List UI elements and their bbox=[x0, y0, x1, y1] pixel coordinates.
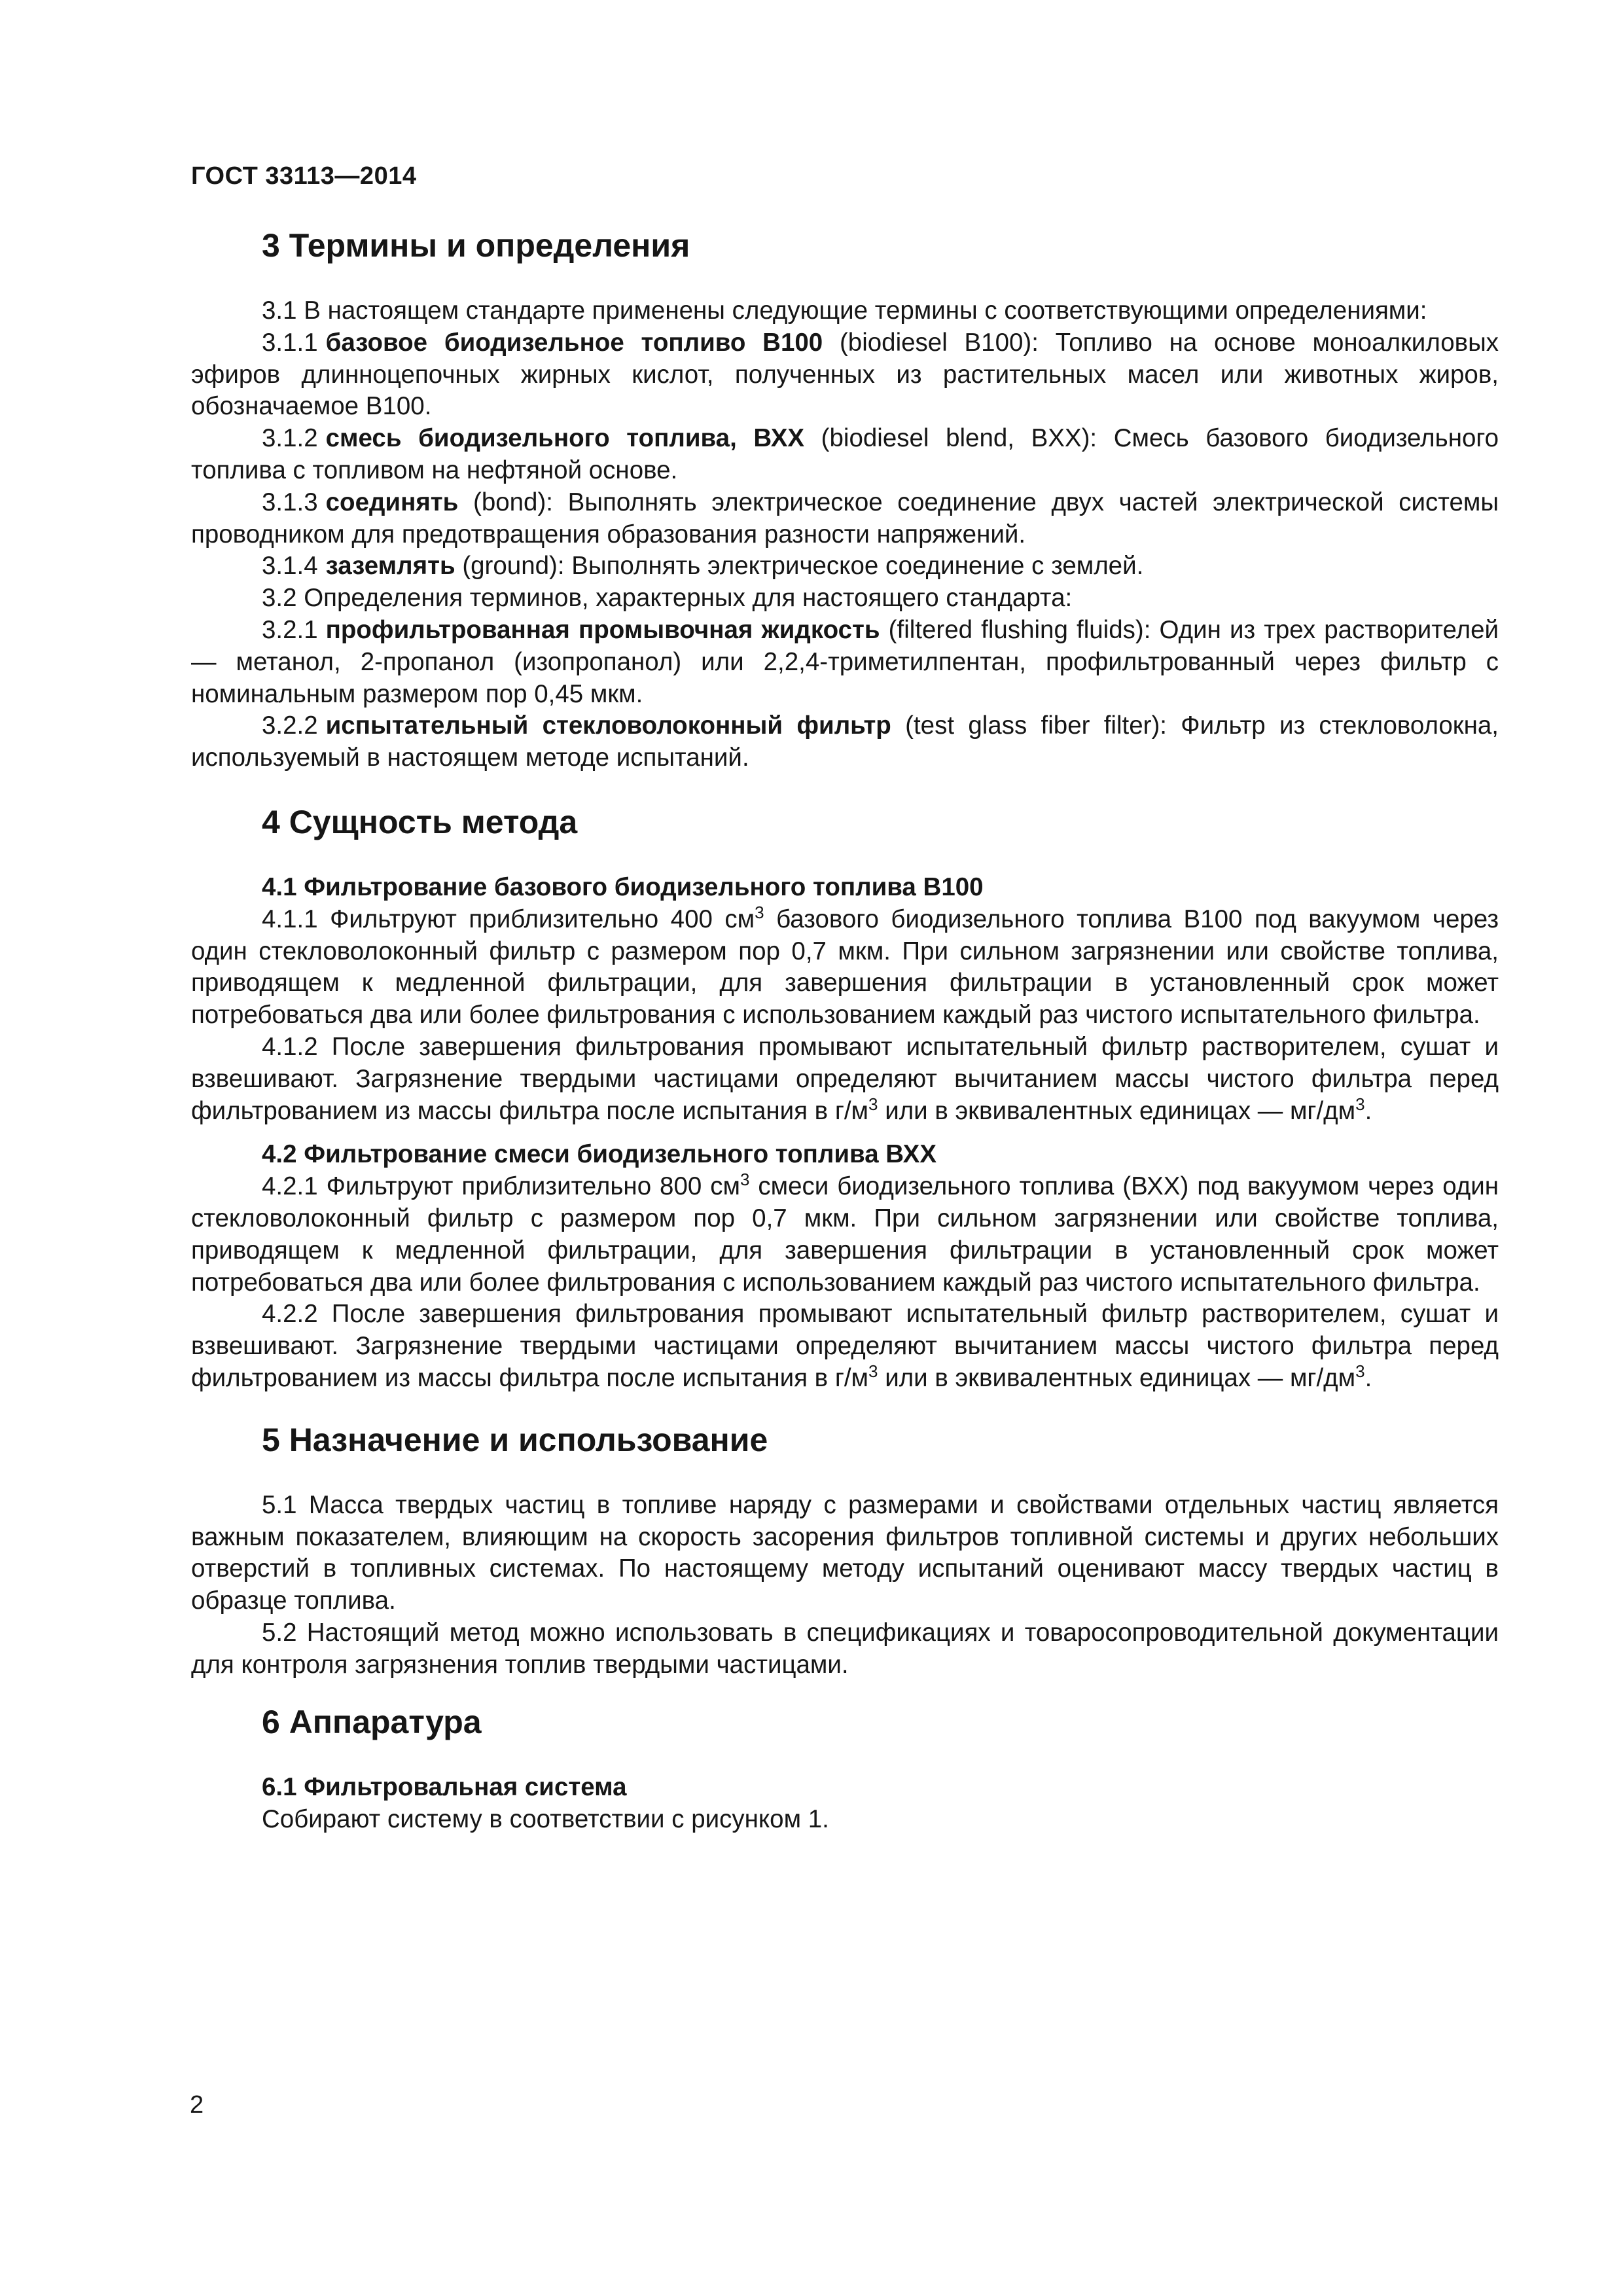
document-code-header: ГОСТ 33113—2014 bbox=[191, 162, 417, 190]
paragraph-5-2: 5.2 Настоящий метод можно использовать в спецификациях и товаросопроводительной документации для контроля загрязнения топлив твердыми частицами. bbox=[191, 1618, 1499, 1679]
section-6-heading: 6 Аппаратура bbox=[262, 1704, 482, 1741]
term: заземлять bbox=[325, 552, 455, 581]
term: смесь биодизельного топлива, ВХХ bbox=[325, 424, 805, 453]
text-run: 4.1.1 Фильтруют приблизительно 400 см bbox=[262, 905, 755, 933]
text-run: или в эквивалентных единицах — мг/дм bbox=[878, 1363, 1356, 1392]
superscript: 3 bbox=[1355, 1361, 1365, 1381]
paragraph-4-1-2 bbox=[191, 1031, 1499, 1127]
paragraph-3-1-1 bbox=[191, 327, 1499, 423]
section-3-heading: 3 Термины и определения bbox=[262, 227, 690, 264]
paragraph-3-2-2 bbox=[191, 710, 1499, 774]
definition: (biodiesel blend, BXX): Смесь базового биодизельного топлива с топливом на нефтяной основе. bbox=[191, 424, 1499, 484]
text-run: или в эквивалентных единицах — мг/дм bbox=[878, 1096, 1356, 1125]
text-run: смеси биодизельного топлива (ВХХ) под вакуумом через один стекловолоконный фильтр с размером пор 0,7 мкм. При сильном загрязнении или свойстве топлива, приводящем к медленной фильтрации, для завершения фильтрации в установленный срок может потребоваться два или более фильтрования с использованием каждый раз чистого испытательного фильтра. bbox=[191, 1172, 1499, 1297]
text-run: 4.2.1 Фильтруют приблизительно 800 см bbox=[262, 1172, 740, 1201]
page-number: 2 bbox=[190, 2091, 204, 2119]
superscript: 3 bbox=[868, 1094, 878, 1114]
subsection-6-1-heading: 6.1 Фильтровальная система bbox=[262, 1773, 627, 1802]
term: испытательный стекловолоконный фильтр bbox=[325, 711, 891, 740]
paragraph-5-1: 5.1 Масса твердых частиц в топливе наряду с размерами и свойствами отдельных частиц является важным показателем, влияющим на скорость засорения фильтров топливной системы и других небольших отверстий в топливных системах. По настоящему методу испытаний оценивают массу твердых частиц в образце топлива. bbox=[191, 1490, 1499, 1615]
paragraph-6-1: Собирают систему в соответствии с рисунком 1. bbox=[262, 1805, 829, 1834]
text-run: базового биодизельного топлива В100 под вакуумом через один стекловолоконный фильтр с размером пор 0,7 мкм. При сильном загрязнении или свойстве топлива, приводящем к медленной фильтрации, для завершения фильтрации в установленный срок может потребоваться два или более фильтрования с использованием каждый раз чистого испытательного фильтра. bbox=[191, 905, 1499, 1030]
text-run: 4.2.2 После завершения фильтрования промывают испытательный фильтр растворителем, сушат и взвешивают. Загрязнение твердыми частицами определяют вычитанием массы чистого фильтра перед фильтрованием из массы фильтра после испытания в г/м bbox=[191, 1300, 1499, 1392]
clause-number: 3.1.4 bbox=[262, 552, 318, 581]
definition: (ground): Выполнять электрическое соединение с землей. bbox=[455, 552, 1144, 581]
definition: (bond): Выполнять электрическое соединение двух частей электрической системы проводником для предотвращения образования разности напряжений. bbox=[191, 488, 1499, 548]
term: соединять bbox=[325, 488, 459, 516]
paragraph-3-1-2 bbox=[191, 423, 1499, 487]
paragraph-4-2-2 bbox=[191, 1299, 1499, 1394]
definition: (biodiesel B100): Топливо на основе моноалкиловых эфиров длинноцепочных жирных кислот, полученных из растительных масел или животных жиров, обозначаемое В100. bbox=[191, 328, 1499, 421]
superscript: 3 bbox=[740, 1170, 750, 1190]
clause-number: 3.1.1 bbox=[262, 328, 318, 357]
paragraph-3-1-3 bbox=[191, 487, 1499, 551]
superscript: 3 bbox=[868, 1361, 878, 1381]
text-run: 4.1.2 После завершения фильтрования промывают испытательный фильтр растворителем, сушат и взвешивают. Загрязнение твердыми частицами определяют вычитанием массы чистого фильтра перед фильтрованием из массы фильтра после испытания в г/м bbox=[191, 1032, 1499, 1125]
clause-number: 3.1.2 bbox=[262, 424, 318, 453]
clause-number: 3.2.1 bbox=[262, 615, 318, 644]
superscript: 3 bbox=[1355, 1094, 1365, 1114]
definition: (test glass fiber filter): Фильтр из стекловолокна, используемый в настоящем методе испытаний. bbox=[191, 711, 1499, 772]
subsection-4-1-heading: 4.1 Фильтрование базового биодизельного топлива В100 bbox=[262, 872, 984, 901]
subsection-4-2-heading: 4.2 Фильтрование смеси биодизельного топлива ВХХ bbox=[262, 1140, 937, 1169]
paragraph-4-2-1 bbox=[191, 1171, 1499, 1299]
paragraph-3-2-1 bbox=[191, 615, 1499, 710]
section-5-heading: 5 Назначение и использование bbox=[262, 1421, 768, 1458]
term: базовое биодизельное топливо В100 bbox=[325, 328, 823, 357]
term: профильтрованная промывочная жидкость bbox=[325, 615, 880, 644]
clause-number: 3.1.3 bbox=[262, 488, 318, 516]
text-run: . bbox=[1364, 1096, 1372, 1125]
text-run: . bbox=[1364, 1363, 1372, 1392]
paragraph-3-1-4 bbox=[191, 550, 1499, 583]
definition: (filtered flushing fluids): Один из трех растворителей — метанол, 2-пропанол (изопропанол) или 2,2,4-триметилпентан, профильтрованный через фильтр с номинальным размером пор 0,45 мкм. bbox=[191, 615, 1499, 708]
document-body bbox=[191, 221, 1499, 1836]
paragraph-3-1: 3.1 В настоящем стандарте применены следующие термины с соответствующими определениями: bbox=[262, 296, 1427, 325]
section-4-heading: 4 Сущность метода bbox=[262, 803, 578, 840]
paragraph-4-1-1 bbox=[191, 904, 1499, 1031]
clause-number: 3.2.2 bbox=[262, 711, 318, 740]
paragraph-3-2: 3.2 Определения терминов, характерных для настоящего стандарта: bbox=[262, 584, 1073, 613]
superscript: 3 bbox=[755, 902, 764, 922]
